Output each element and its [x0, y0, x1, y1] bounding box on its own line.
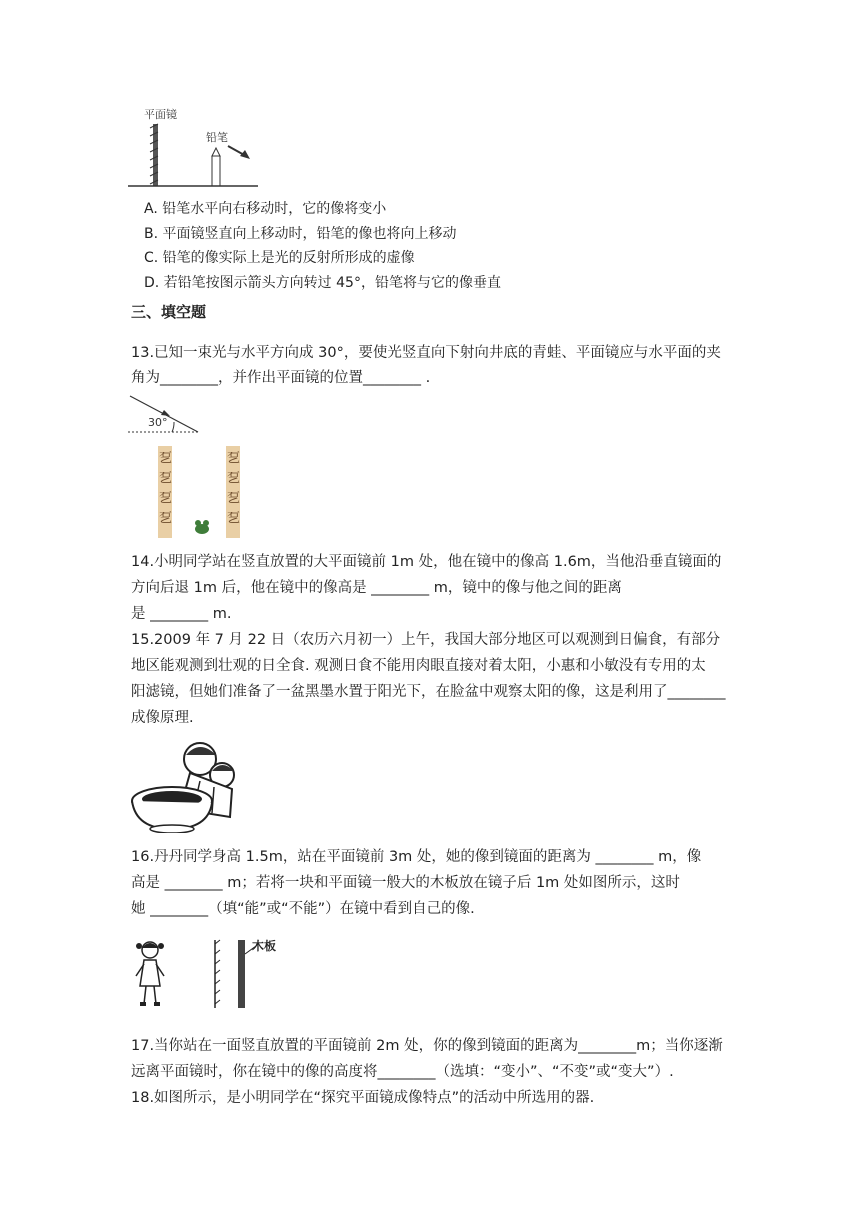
well-frog-figure	[128, 394, 248, 542]
q14-line-1: 14.小明同学站在竖直放置的大平面镜前 1m 处，他在镜中的像高 1.6m，当他沿垂直镜面的	[131, 554, 722, 570]
svg-text:乭: 乭	[227, 471, 241, 486]
pencil-label: 铅笔	[206, 131, 228, 144]
q13-line-1: 13.已知一束光与水平方向成 30°，要使光竖直向下射向井底的青蛙、平面镜应与水平面的夹	[131, 345, 721, 361]
option-c: C. 铅笔的像实际上是光的反射所形成的虚像	[144, 250, 415, 266]
angle-label: 30°	[148, 416, 168, 429]
q14-line-3: 是 ________ m.	[131, 606, 232, 622]
svg-text:乭: 乭	[159, 491, 173, 506]
q15-line-1: 15.2009 年 7 月 22 日（农历六月初一）上午，我国大部分地区可以观测到日偏食，有部分	[131, 632, 721, 648]
girl-mirror-board-figure	[130, 936, 280, 1012]
svg-text:乭: 乭	[227, 511, 241, 526]
q14-line-2: 方向后退 1m 后，他在镜中的像高是 ________ m，镜中的像与他之间的距离	[131, 580, 622, 596]
mirror-pencil-figure	[128, 104, 263, 188]
girls-basin-figure	[130, 737, 236, 833]
q15-line-4: 成像原理.	[131, 710, 194, 726]
q15-line-2: 地区能观测到壮观的日全食. 观测日食不能用肉眼直接对着太阳，小惠和小敏没有专用的太	[131, 658, 706, 674]
q15-line-3: 阳滤镜，但她们准备了一盆黑墨水置于阳光下，在脸盆中观察太阳的像，这是利用了________	[131, 684, 726, 700]
svg-text:乭: 乭	[159, 451, 173, 466]
q17-line-2: 远离平面镜时，你在镜中的像的高度将________（选填：“变小”、“不变”或“变大”）.	[131, 1064, 674, 1080]
q17-line-1: 17.当你站在一面竖直放置的平面镜前 2m 处，你的像到镜面的距离为________m；当你逐渐	[131, 1038, 723, 1054]
section-heading: 三、填空题	[131, 303, 207, 321]
q18-line-1: 18.如图所示，是小明同学在“探究平面镜成像特点”的活动中所选用的器.	[131, 1090, 595, 1106]
mirror-label: 平面镜	[144, 108, 177, 121]
q16-line-1: 16.丹丹同学身高 1.5m，站在平面镜前 3m 处，她的像到镜面的距离为 ________ m，像	[131, 849, 702, 865]
option-b: B. 平面镜竖直向上移动时，铅笔的像也将向上移动	[144, 226, 457, 242]
q13-line-2: 角为________，并作出平面镜的位置________ .	[131, 370, 431, 386]
q16-line-2: 高是 ________ m；若将一块和平面镜一般大的木板放在镜子后 1m 处如图所示，这时	[131, 875, 680, 891]
q16-line-3: 她 ________（填“能”或“不能”）在镜中看到自己的像.	[131, 901, 475, 917]
svg-text:乭: 乭	[159, 471, 173, 486]
board-label: 木板	[252, 939, 277, 953]
svg-text:乭: 乭	[227, 491, 241, 506]
option-a: A. 铅笔水平向右移动时，它的像将变小	[144, 201, 387, 217]
svg-text:乭: 乭	[159, 511, 173, 526]
option-d: D. 若铅笔按图示箭头方向转过 45°，铅笔将与它的像垂直	[144, 275, 501, 291]
svg-text:乭: 乭	[227, 451, 241, 466]
